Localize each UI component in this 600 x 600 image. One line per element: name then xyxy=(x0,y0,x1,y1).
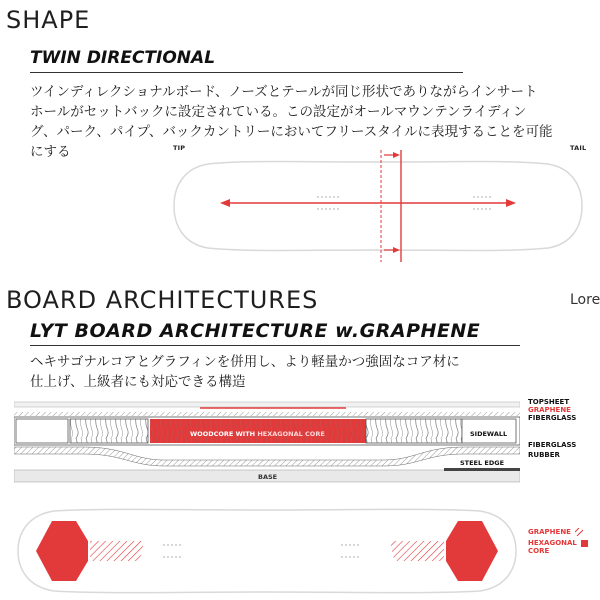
clipped-text: Lore xyxy=(570,292,600,308)
steel-edge xyxy=(444,468,520,471)
shape-subtitle: TWIN DIRECTIONAL xyxy=(30,48,216,68)
hexagonal-core-legend-line-2: CORE xyxy=(528,547,550,555)
top-view-legend xyxy=(528,528,588,555)
woodcore-right xyxy=(366,419,462,443)
fiberglass-top-layer xyxy=(14,412,520,416)
architecture-description-line-2: 仕上げ、上級者にも対応できる構造 xyxy=(30,374,246,390)
architecture-section-title: BOARD ARCHITECTURES xyxy=(6,286,319,314)
architecture-subtitle-rule xyxy=(30,345,520,346)
architecture-description xyxy=(30,352,550,392)
layer-legend xyxy=(528,398,576,422)
fiberglass-bottom-layer xyxy=(14,447,520,466)
graphene-swatch-icon xyxy=(575,528,583,536)
rubber-legend-label: RUBBER xyxy=(528,451,560,459)
hexagonal-core-legend-row xyxy=(528,539,588,555)
core-left-block xyxy=(16,419,68,443)
board-top-view-diagram xyxy=(14,505,520,597)
twin-directional-board-diagram xyxy=(168,150,588,262)
architecture-subtitle: LYT BOARD ARCHITECTURE w.GRAPHENE xyxy=(30,320,481,342)
tail-label: TAIL xyxy=(570,144,587,152)
left-graphene-stripes xyxy=(90,541,144,561)
woodcore-label-prefix: WOODCORE WITH xyxy=(190,430,258,438)
topsheet-layer xyxy=(14,402,520,407)
base-label: BASE xyxy=(258,473,278,481)
board-outline xyxy=(174,162,582,251)
graphene-legend-label: GRAPHENE xyxy=(528,406,571,414)
shape-description-line-2: ホールがセットバックに設定されている。この設定がオールマウンテンライディン xyxy=(30,104,527,120)
shape-subtitle-rule xyxy=(30,72,463,73)
architecture-description-line-1: ヘキサゴナルコアとグラフィンを併用し、より軽量かつ強固なコア材に xyxy=(30,354,460,370)
hexagonal-core-legend-line-1: HEXAGONAL xyxy=(528,539,577,547)
right-graphene-stripes xyxy=(390,541,444,561)
topsheet-legend-label: TOPSHEET xyxy=(528,398,570,406)
woodcore-left xyxy=(70,419,148,443)
steel-edge-label: STEEL EDGE xyxy=(460,459,505,467)
fiberglass-top-legend-label: FIBERGLASS xyxy=(528,414,577,422)
hexagonal-core-swatch-icon xyxy=(581,540,588,547)
shape-description-line-3: グ、パーク、パイプ、バックカントリーにおいてフリースタイルに表現することを可能 xyxy=(30,124,553,140)
fiberglass-bottom-legend-label: FIBERGLASS xyxy=(528,441,577,449)
tip-label: TIP xyxy=(173,144,186,152)
setback-arrow-top-head xyxy=(393,152,400,158)
woodcore-label-highlight: HEXAGONAL CORE xyxy=(257,430,325,438)
shape-description-line-4: にする xyxy=(30,144,71,160)
layer-legend-bottom xyxy=(528,441,576,459)
graphene-legend-row xyxy=(528,528,588,536)
graphene-legend-text: GRAPHENE xyxy=(528,528,571,536)
woodcore-label xyxy=(190,430,325,438)
shape-description-line-1: ツインディレクショナルボード、ノーズとテールが同じ形状でありながらインサート xyxy=(30,84,538,100)
sidewall-label: SIDEWALL xyxy=(470,430,508,438)
shape-section-title: SHAPE xyxy=(6,6,91,34)
